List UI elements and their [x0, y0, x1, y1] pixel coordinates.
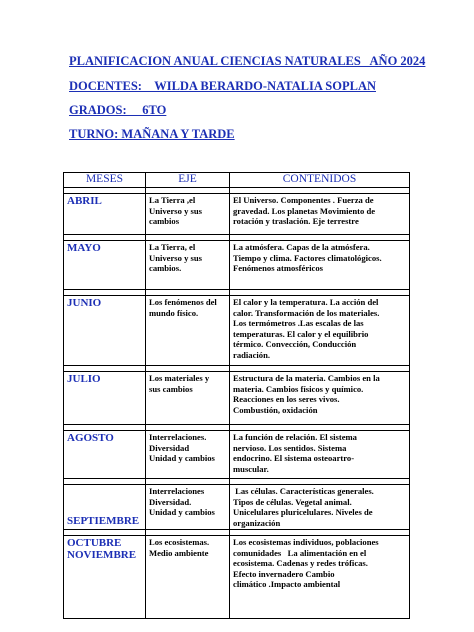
planning-table	[63, 172, 410, 619]
content-text-line: Estructura de la materia. Cambios en la	[233, 373, 380, 383]
content-text-line: Las células. Características generales.	[233, 486, 374, 496]
table-row	[64, 485, 410, 530]
content-text-line: Fenómenos atmosféricos	[233, 263, 323, 273]
month-cell	[64, 372, 146, 425]
table-header-row	[64, 173, 410, 188]
axis-cell	[146, 485, 230, 530]
content-cell	[230, 372, 410, 425]
month-label: MAYO	[67, 242, 101, 254]
month-label: JUNIO	[67, 297, 102, 309]
month-label: NOVIEMBRE	[67, 549, 137, 561]
content-text-line: El calor y la temperatura. La acción del	[233, 297, 379, 307]
content-text-line: muscular.	[233, 463, 269, 474]
content-text-line: comunidades La alimentación en el	[233, 547, 367, 558]
content-text-line: radiación.	[233, 349, 271, 360]
axis-cell	[146, 536, 230, 619]
content-text-line: Combustión, oxidación	[233, 404, 318, 415]
content-cell	[230, 536, 410, 619]
axis-cell	[146, 431, 230, 479]
table-row	[64, 296, 410, 366]
axis-text-line: mundo físico.	[149, 307, 199, 318]
content-cell	[230, 296, 410, 366]
month-label: SEPTIEMBRE	[67, 515, 140, 527]
axis-text-line: sus cambios	[149, 383, 193, 394]
table-row	[64, 536, 410, 619]
content-text-line: Los ecosistemas individuos, poblaciones	[233, 537, 379, 547]
content-text-line: Unicelulares pluricelulares. Niveles de	[233, 507, 373, 517]
axis-cell	[146, 296, 230, 366]
content-text-line: La función de relación. El sistema	[233, 432, 357, 442]
axis-text-line: Unidad y cambios	[149, 507, 215, 517]
content-text-line: calor. Transformación de los materiales.	[233, 307, 380, 318]
month-cell	[64, 431, 146, 479]
content-text-line: ecosistema. Cadenas y redes tróficas.	[233, 558, 368, 568]
content-text-line: rotación y traslación. Eje terrestre	[233, 216, 359, 226]
month-cell	[64, 241, 146, 290]
axis-text-line: Diversidad.	[149, 496, 192, 507]
shift-line: TURNO: MAÑANA Y TARDE	[69, 127, 235, 141]
content-text-line: térmico. Convección, Conducción	[233, 339, 357, 349]
axis-text-line: Los materiales y	[149, 373, 210, 383]
content-text-line: climático .Impacto ambiental	[233, 579, 341, 589]
month-label: AGOSTO	[67, 432, 114, 444]
axis-text-line: Universo y sus	[149, 205, 203, 216]
content-cell	[230, 194, 410, 235]
content-text-line: Tiempo y clima. Factores climatológicos.	[233, 252, 382, 263]
content-cell	[230, 485, 410, 530]
content-text-line: temperaturas. El calor y el equilibrio	[233, 328, 369, 339]
axis-text-line: Interrelaciones.	[149, 432, 207, 442]
month-cell	[64, 296, 146, 366]
content-text-line: Los termómetros .Las escalas de las	[233, 318, 364, 328]
table-row	[64, 241, 410, 290]
table-row	[64, 194, 410, 235]
content-text-line: nervioso. Los sentidos. Sistema	[233, 442, 347, 453]
axis-text-line: Interrelaciones	[149, 486, 205, 496]
axis-text-line: La Tierra ,el	[149, 195, 196, 205]
content-text-line: Reacciones en los seres vivos.	[233, 394, 340, 404]
content-text-line: materia. Cambios físicos y químico.	[233, 383, 364, 394]
axis-text-line: Universo y sus	[149, 252, 203, 263]
axis-text-line: cambios.	[149, 263, 182, 273]
column-header-eje: EJE	[146, 173, 230, 188]
axis-text-line: Unidad y cambios	[149, 453, 215, 463]
axis-text-line: cambios	[149, 216, 180, 226]
content-text-line: La atmósfera. Capas de la atmósfera.	[233, 242, 370, 252]
month-cell	[64, 536, 146, 619]
axis-text-line: Medio ambiente	[149, 547, 209, 558]
content-text-line: gravedad. Los planetas Movimiento de	[233, 205, 376, 216]
month-label: ABRIL	[67, 195, 102, 207]
column-header-meses: MESES	[64, 173, 146, 188]
content-text-line: organización	[233, 517, 281, 528]
month-cell	[64, 194, 146, 235]
axis-text-line: Diversidad	[149, 442, 190, 453]
axis-cell	[146, 241, 230, 290]
content-cell	[230, 241, 410, 290]
axis-cell	[146, 372, 230, 425]
axis-text-line: Los ecosistemas.	[149, 537, 210, 547]
content-text-line: Tipos de células. Vegetal animal.	[233, 496, 352, 507]
grade-line: GRADOS: 6TO	[69, 103, 167, 117]
teachers-line: DOCENTES: WILDA BERARDO-NATALIA SOPLAN	[69, 79, 376, 93]
axis-text-line: La Tierra, el	[149, 242, 196, 252]
content-cell	[230, 431, 410, 479]
axis-text-line: Los fenómenos del	[149, 297, 217, 307]
content-text-line: Efecto invernadero Cambio	[233, 568, 335, 579]
content-text-line: endocrino. El sistema osteoartro-	[233, 453, 355, 463]
table-row	[64, 372, 410, 425]
column-header-contenidos: CONTENIDOS	[230, 173, 410, 188]
table-body	[64, 188, 410, 619]
month-label: JULIO	[67, 373, 101, 385]
month-label: OCTUBRE	[67, 537, 122, 549]
axis-cell	[146, 194, 230, 235]
month-cell	[64, 485, 146, 530]
document-title: PLANIFICACION ANUAL CIENCIAS NATURALES AÑO 2024	[69, 54, 426, 68]
content-text-line: El Universo. Componentes . Fuerza de	[233, 195, 374, 205]
table-row	[64, 431, 410, 479]
